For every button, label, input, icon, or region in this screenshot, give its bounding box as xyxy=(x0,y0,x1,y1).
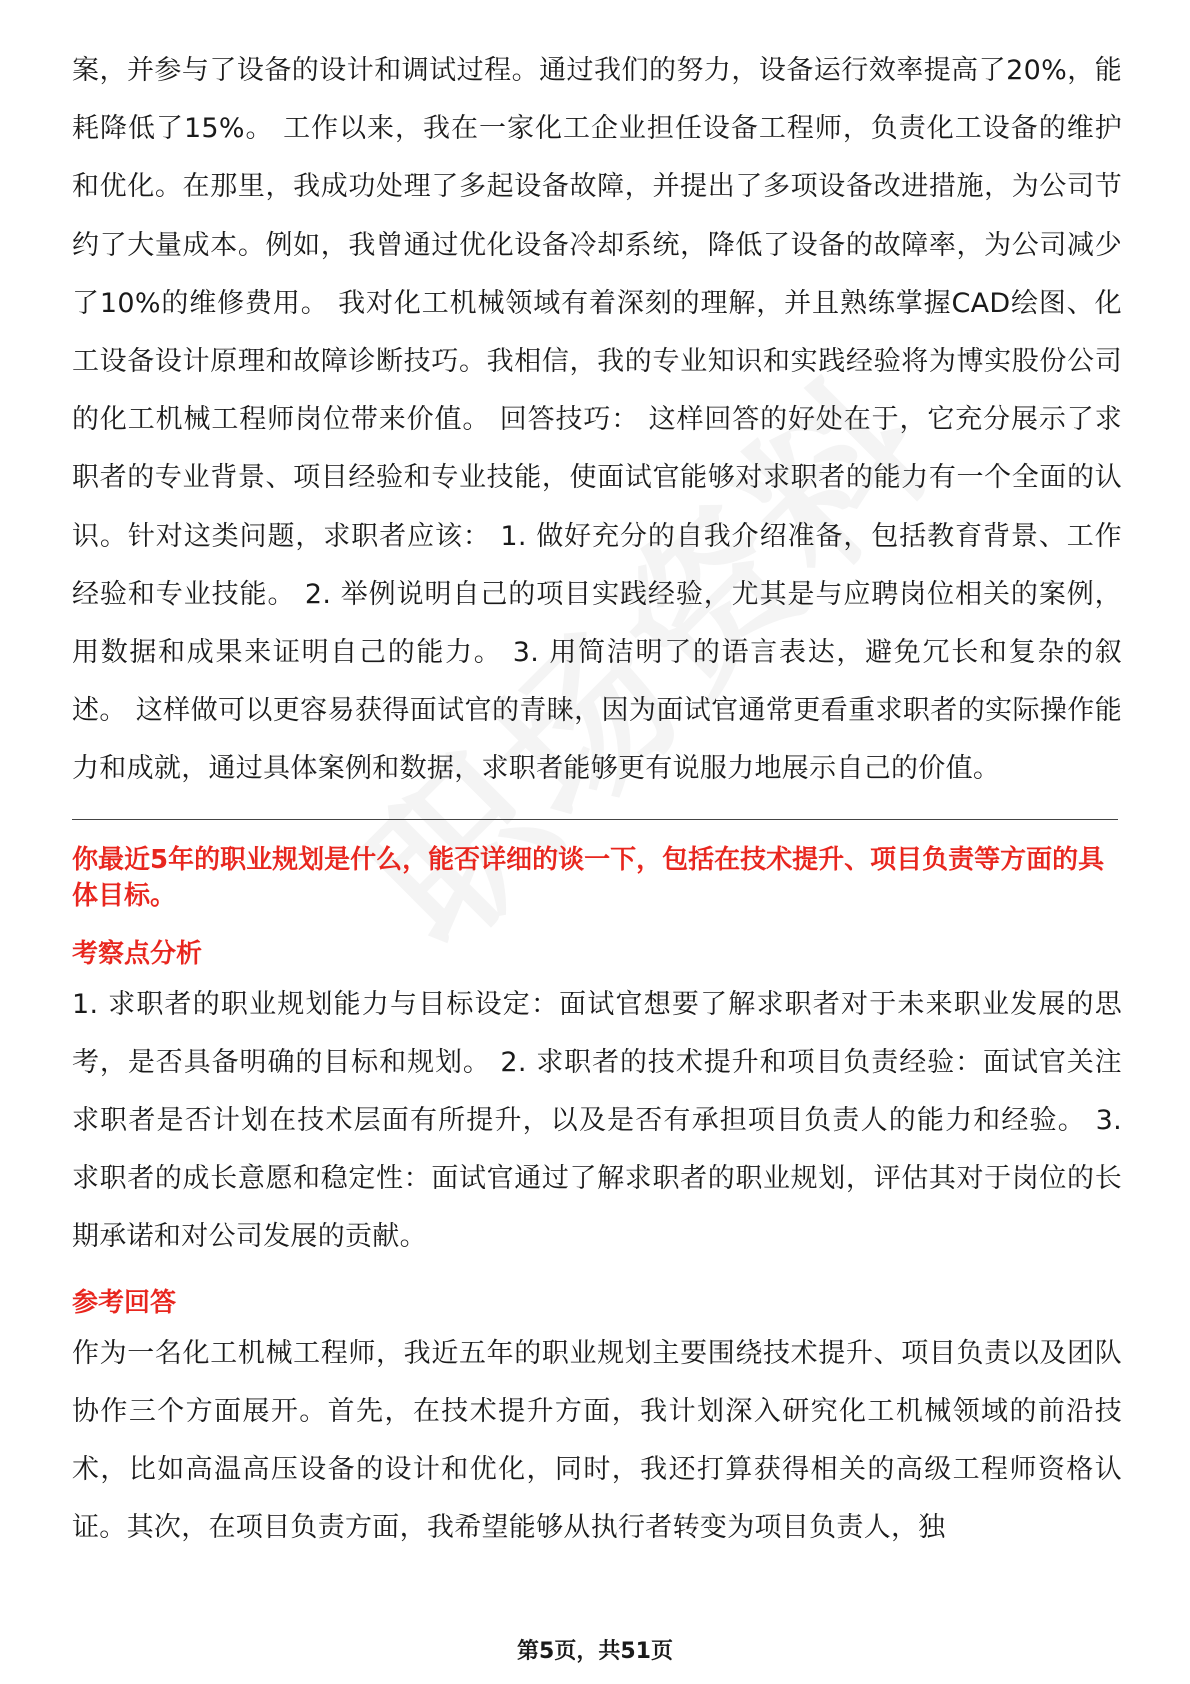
page-number: 第5页，共51页 xyxy=(517,1639,673,1664)
analysis-paragraph: 1. 求职者的职业规划能力与目标设定：面试官想要了解求职者对于未来职业发展的思考，是否具备明确的目标和规划。 2. 求职者的技术提升和项目负责经验：面试官关注求职者是否计划在技术层面有所提升，以及是否有承担项目负责人的能力和经验。 3. 求职者的成长意愿和稳定性：面试官通过了解求职者的职业规划，评估其对于岗位的长期承诺和对公司发展的贡献。 xyxy=(72,988,1122,1253)
intro-paragraph: 案，并参与了设备的设计和调试过程。通过我们的努力，设备运行效率提高了20%，能耗降低了15%。 工作以来，我在一家化工企业担任设备工程师，负责化工设备的维护和优化。在那里，我成功处理了多起设备故障，并提出了多项设备改进措施，为公司节约了大量成本。例如，我曾通过优化设备冷却系统，降低了设备的故障率，为公司减少了10%的维修费用。 我对化工机械领域有着深刻的理解，并且熟练掌握CAD绘图、化工设备设计原理和故障诊断技巧。我相信，我的专业知识和实践经验将为博实股份公司的化工机械工程师岗位带来价值。 回答技巧： 这样回答的好处在于，它充分展示了求职者的专业背景、项目经验和专业技能，使面试官能够对求职者的能力有一个全面的认识。针对这类问题，求职者应该： 1. 做好充分的自我介绍准备，包括教育背景、工作经验和专业技能。 2. 举例说明自己的项目实践经验，尤其是与应聘岗位相关的案例，用数据和成果来证明自己的能力。 3. 用简洁明了的语言表达，避免冗长和复杂的叙述。 这样做可以更容易获得面试官的青睐，因为面试官通常更看重求职者的实际操作能力和成就，通过具体案例和数据，求职者能够更有说服力地展示自己的价值。 xyxy=(72,55,1122,785)
question-heading: 你最近5年的职业规划是什么，能否详细的谈一下，包括在技术提升、项目负责等方面的具体目标。 xyxy=(72,844,1105,911)
answer-paragraph: 作为一名化工机械工程师，我近五年的职业规划主要围绕技术提升、项目负责以及团队协作三个方面展开。首先，在技术提升方面，我计划深入研究化工机械领域的前沿技术，比如高温高压设备的设计和优化，同时，我还打算获得相关的高级工程师资格认证。其次，在项目负责方面，我希望能够从执行者转变为项目负责人，独 xyxy=(72,1337,1122,1544)
answer-heading: 参考回答 xyxy=(72,1287,177,1318)
analysis-heading: 考察点分析 xyxy=(72,938,203,969)
document-page xyxy=(72,42,1122,1557)
section-divider xyxy=(72,819,1118,820)
